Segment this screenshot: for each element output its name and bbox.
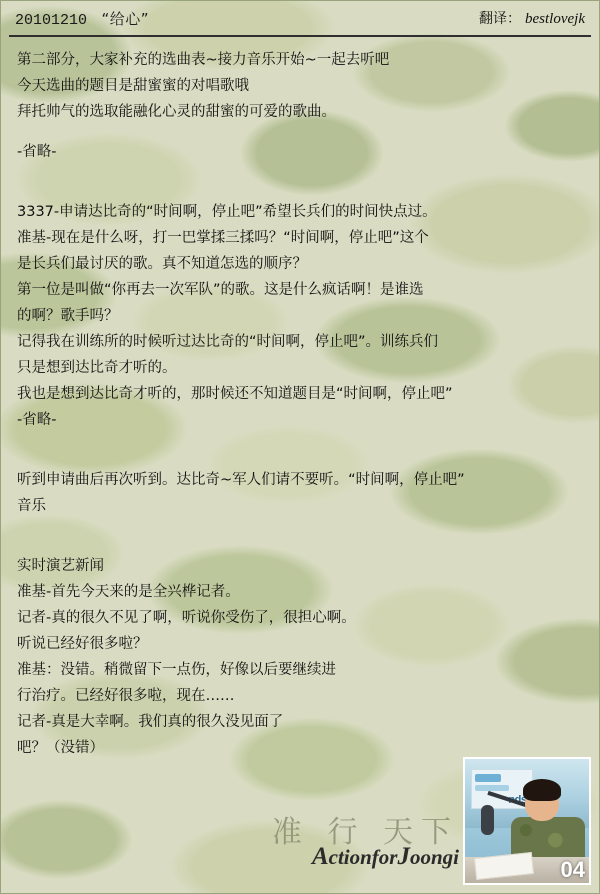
intro-line-3: 拜托帅气的选取能融化心灵的甜蜜的可爱的歌曲。 [17, 104, 336, 120]
translator-label: 翻译： [479, 11, 522, 27]
intro-line-1: 第二部分，大家补充的选曲表~接力音乐开始~一起去听吧 [17, 52, 390, 68]
block-c-line-7: 记者-真是大幸啊。我们真的很久没见面了 [17, 714, 284, 730]
spacer [17, 433, 583, 467]
song-title: “给心” [101, 9, 150, 28]
page-header [1, 1, 599, 35]
watermark-hanzi: 准 行 天下 [271, 815, 459, 850]
omission-marker-2: -省略- [17, 412, 57, 428]
block-a-line-2: 准基-现在是什么呀，打一巴掌揉三揉吗？“时间啊，停止吧”这个 [17, 230, 429, 246]
person-hair [523, 779, 561, 801]
spacer [17, 125, 583, 139]
watermark-latin-a: A [311, 843, 329, 870]
translator-name: bestlovejk [525, 11, 585, 27]
watermark-latin-suffix: oongi [409, 845, 459, 869]
block-c-line-3: 记者-真的很久不见了啊，听说你受伤了，很担心啊。 [17, 610, 356, 626]
block-a-line-8: 我也是想到达比奇才听的，那时候还不知道题目是“时间啊，停止吧” [17, 386, 453, 402]
article-body [1, 37, 599, 761]
block-c-line-4: 听说已经好很多啦？ [17, 636, 148, 652]
block-b-line-2: 音乐 [17, 498, 46, 514]
block-c-line-8: 吧？（没错） [17, 740, 104, 756]
block-b-line-1: 听到申请曲后再次听到。达比奇~军人们请不要听。“时间啊，停止吧” [17, 472, 465, 488]
block-c-line-2: 准基-首先今天来的是全兴桦记者。 [17, 584, 240, 600]
watermark-latin-j: J [397, 843, 410, 870]
publication-date: 20101210 [15, 11, 88, 29]
block-a-line-6: 记得我在训练所的时候听过达比奇的“时间啊，停止吧”。训练兵们 [17, 334, 439, 350]
block-c-line-6: 行治疗。已经好很多啦，现在…… [17, 688, 235, 704]
header-left-group [15, 8, 149, 29]
poster-bar-top [475, 774, 501, 782]
translator-credit [479, 8, 585, 28]
intro-line-2: 今天选曲的题目是甜蜜蜜的对唱歌哦 [17, 78, 249, 94]
page-number: 04 [560, 857, 585, 882]
microphone-icon [481, 805, 494, 835]
omission-marker-1: -省略- [17, 144, 57, 160]
block-a-line-1: 3337-申请达比奇的“时间啊，停止吧”希望长兵们的时间快点过。 [17, 204, 437, 220]
watermark-latin [272, 843, 459, 871]
spacer [17, 519, 583, 553]
poster-bar-bottom [475, 785, 509, 791]
block-a-line-7: 只是想到达比奇才听的。 [17, 360, 177, 376]
block-c-line-5: 准基：没错。稍微留下一点伤，好像以后要继续进 [17, 662, 336, 678]
block-a-line-4: 第一位是叫做“你再去一次军队”的歌。这是什么疯话啊！是谁选 [17, 282, 424, 298]
spacer [17, 165, 583, 199]
block-c-line-1: 实时演艺新闻 [17, 558, 104, 574]
block-a-line-3: 是长兵们最讨厌的歌。真不知道怎选的顺序？ [17, 256, 307, 272]
block-a-line-5: 的啊？歌手吗？ [17, 308, 119, 324]
watermark-logo [271, 815, 459, 871]
watermark-latin-text: ctionfor [328, 845, 398, 869]
